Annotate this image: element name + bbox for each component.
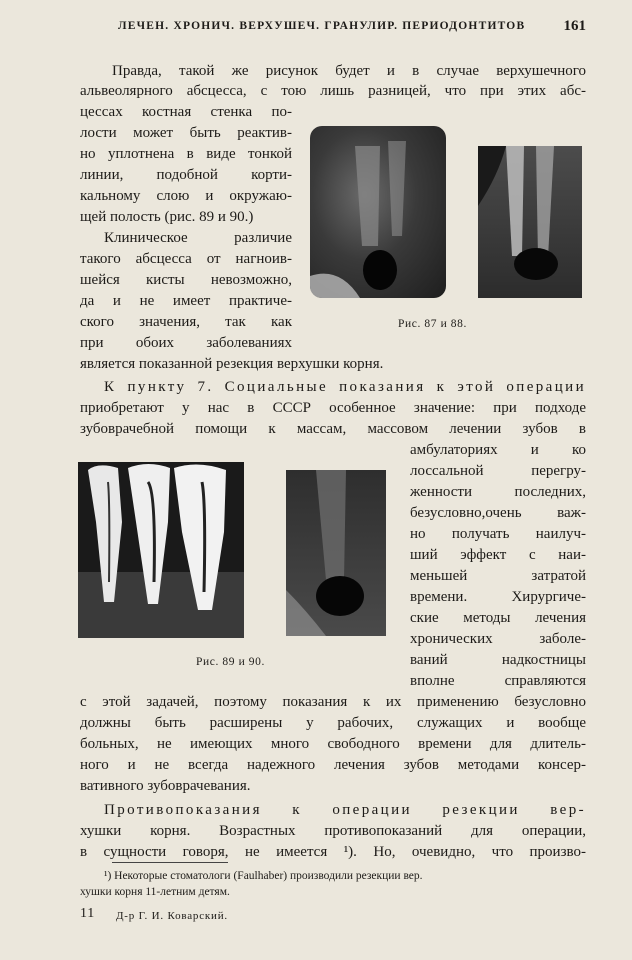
text-line: хронических заболе- bbox=[410, 631, 586, 647]
text-line: времени. Хирургиче- bbox=[410, 589, 586, 605]
figure-90-radiograph bbox=[286, 470, 386, 636]
radiograph-88-drawing bbox=[478, 146, 582, 298]
text-line: но получать наилуч- bbox=[410, 526, 586, 542]
text-line: приобретают у нас в СССР особенное значение: при подходе bbox=[80, 400, 586, 416]
text-line: Правда, такой же рисунок будет и в случае верхушечного bbox=[112, 63, 586, 79]
text-line: линии, подобной корти- bbox=[80, 167, 292, 183]
figure-caption: Рис. 87 и 88. bbox=[398, 318, 467, 330]
text-line: цессах костная стенка по- bbox=[80, 104, 292, 120]
text-line: ские методы лечения bbox=[410, 610, 586, 626]
text-line: такого абсцесса от нагноив- bbox=[80, 251, 292, 267]
running-title: ЛЕЧЕН. ХРОНИЧ. ВЕРХУШЕЧ. ГРАНУЛИР. ПЕРИОДОНТИТОВ bbox=[118, 20, 526, 32]
text-line: при обоих заболеваниях bbox=[80, 335, 292, 351]
text-line: с этой задачей, поэтому показания к их применению безусловно bbox=[80, 694, 586, 710]
text-line: Клиническое различие bbox=[104, 230, 292, 246]
figure-87-radiograph bbox=[310, 126, 446, 298]
text-line: шейся кисты невозможно, bbox=[80, 272, 292, 288]
text-line: вполне справляются bbox=[410, 673, 586, 689]
text-line: альвеолярного абсцесса, с тою лишь разницей, что при этих абс- bbox=[80, 83, 586, 99]
figure-89-tooth-section bbox=[78, 462, 244, 638]
text-line: вативного зубоврачевания. bbox=[80, 778, 251, 794]
text-line: лости может быть реактив- bbox=[80, 125, 292, 141]
text-line: ского значения, так как bbox=[80, 314, 292, 330]
text-line: да и не имеет практиче- bbox=[80, 293, 292, 309]
text-line: но уплотнена в виде тонкой bbox=[80, 146, 292, 162]
tooth-section-drawing bbox=[78, 462, 244, 638]
text-line: кальному слою и окружаю- bbox=[80, 188, 292, 204]
text-line: больных, не имеющих много свободного времени для длитель- bbox=[80, 736, 586, 752]
text-line: хушки корня. Возрастных противопоказаний для операции, bbox=[80, 823, 586, 839]
text-line: должны быть расширены у рабочих, служащих и вообще bbox=[80, 715, 586, 731]
text-span: Противопоказания к операции резекции вер- bbox=[104, 802, 586, 818]
text-line: является показанной резекция верхушки корня. bbox=[80, 356, 384, 372]
footnote-line: хушки корня 11-летним детям. bbox=[80, 886, 230, 898]
radiograph-87-drawing bbox=[310, 126, 446, 298]
text-line: лоссальной перегру- bbox=[410, 463, 586, 479]
figure-88-radiograph bbox=[478, 146, 582, 298]
text-line: щей полость (рис. 89 и 90.) bbox=[80, 209, 254, 225]
text-line bbox=[104, 378, 586, 396]
footnote-rule bbox=[112, 862, 228, 863]
text-line: амбулаториях и ко bbox=[410, 442, 586, 458]
text-line: меньшей затратой bbox=[410, 568, 586, 584]
text-span: К пункту 7. Социальные показания к этой операции bbox=[104, 379, 586, 395]
page-number: 161 bbox=[563, 18, 586, 34]
text-line: ший эффект с наи- bbox=[410, 547, 586, 563]
figure-caption: Рис. 89 и 90. bbox=[196, 656, 265, 668]
text-line bbox=[104, 801, 586, 819]
footnote-line: ¹) Некоторые стоматологи (Faulhaber) производили резекции вер. bbox=[104, 870, 423, 882]
text-line: ваний надкостницы bbox=[410, 652, 586, 668]
text-line: зубоврачебной помощи к массам, массовом лечении зубов в bbox=[80, 421, 586, 437]
printer-signature: Д-р Г. И. Коварский. bbox=[116, 910, 228, 922]
text-line: женности последних, bbox=[410, 484, 586, 500]
text-line: безусловно,очень важ- bbox=[410, 505, 586, 521]
radiograph-90-drawing bbox=[286, 470, 386, 636]
text-line: в сущности говоря, не имеется ¹). Но, очевидно, что произво- bbox=[80, 844, 586, 860]
text-line: ного и не всегда надежного лечения зубов методами консер- bbox=[80, 757, 586, 773]
sheet-number: 11 bbox=[80, 906, 96, 921]
